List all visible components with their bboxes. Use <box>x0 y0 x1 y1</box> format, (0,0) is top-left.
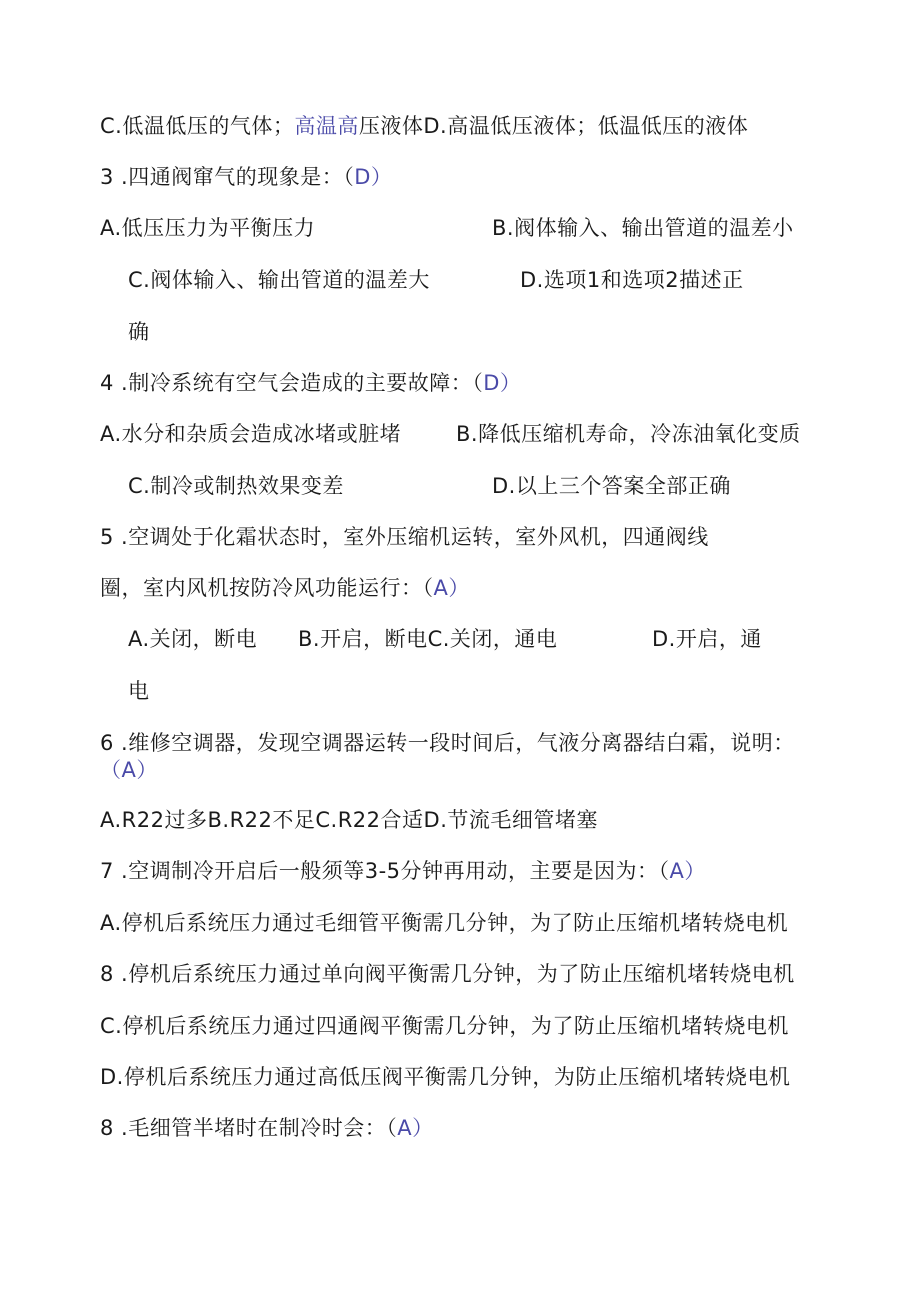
option-b: B.阀体输入、输出管道的温差小 <box>492 216 794 240</box>
answer: D <box>483 371 500 395</box>
question-6-answer <box>100 756 158 784</box>
option-d: D.停机后系统压力通过高低压阀平衡需几分钟，为防止压缩机堵转烧电机 <box>100 1065 791 1089</box>
option-a: A.关闭，断电 <box>128 627 258 651</box>
option-c: C.停机后系统压力通过四通阀平衡需几分钟，为了防止压缩机堵转烧电机 <box>100 1014 789 1038</box>
question-8 <box>100 1114 434 1142</box>
answer: A <box>397 1116 413 1140</box>
option-a: A.停机后系统压力通过毛细管平衡需几分钟，为了防止压缩机堵转烧电机 <box>100 911 789 935</box>
question-text: 8 .毛细管半堵时在制冷时会：（ <box>100 1116 398 1140</box>
answer-close: ） <box>684 859 706 883</box>
option-c: C.阀体输入、输出管道的温差大 <box>128 268 430 292</box>
question-text: 7 .空调制冷开启后一般须等3-5分钟再用动，主要是因为：（ <box>100 859 670 883</box>
option-line-c-d <box>100 112 748 140</box>
option-d-cont: 电 <box>128 679 150 703</box>
answer-close: ） <box>448 576 470 600</box>
option-d: D.以上三个答案全部正确 <box>492 474 731 498</box>
option-a: A.水分和杂质会造成冰堵或脏堵 <box>100 422 402 446</box>
question-text: 圈，室内风机按防冷风功能运行：（ <box>100 576 434 600</box>
option-b: 8 .停机后系统压力通过单向阀平衡需几分钟，为了防止压缩机堵转烧电机 <box>100 962 795 986</box>
option-d: D.选项1和选项2描述正 <box>520 268 744 292</box>
answer-open: （ <box>100 758 122 782</box>
options: A.R22过多B.R22不足C.R22合适D.节流毛细管堵塞 <box>100 808 598 832</box>
option-c-d-text: 压液体D.高温低压液体；低温低压的液体 <box>358 114 749 138</box>
option-c-text: C.低温低压的气体； <box>100 114 295 138</box>
question-text: 3 .四通阀窜气的现象是：（ <box>100 165 355 189</box>
option-a: A.低压压力为平衡压力 <box>100 216 316 240</box>
answer-close: ） <box>499 371 522 395</box>
question-4 <box>100 369 521 397</box>
option-b: B.降低压缩机寿命，冷冻油氧化变质 <box>456 422 801 446</box>
highlighted-text: 高温高 <box>294 114 359 138</box>
answer: A <box>433 576 449 600</box>
question-text: 4 .制冷系统有空气会造成的主要故障：（ <box>100 371 484 395</box>
question-6: 6 .维修空调器，发现空调器运转一段时间后，气液分离器结白霜，说明： <box>100 731 795 755</box>
question-5: 5 .空调处于化霜状态时，室外压缩机运转，室外风机，四通阀线 <box>100 525 709 549</box>
option-d-cont: 确 <box>128 320 150 344</box>
question-3 <box>100 163 392 191</box>
option-d: D.开启，通 <box>652 627 762 651</box>
answer-close: ） <box>412 1116 434 1140</box>
answer: A <box>121 758 137 782</box>
question-5-cont <box>100 574 470 602</box>
question-7 <box>100 857 706 885</box>
answer-close: ） <box>136 758 158 782</box>
option-c: C.制冷或制热效果变差 <box>128 474 344 498</box>
option-b-c: B.开启，断电C.关闭，通电 <box>298 627 558 651</box>
answer-close: ） <box>370 165 393 189</box>
answer: A <box>669 859 685 883</box>
answer: D <box>354 165 371 189</box>
